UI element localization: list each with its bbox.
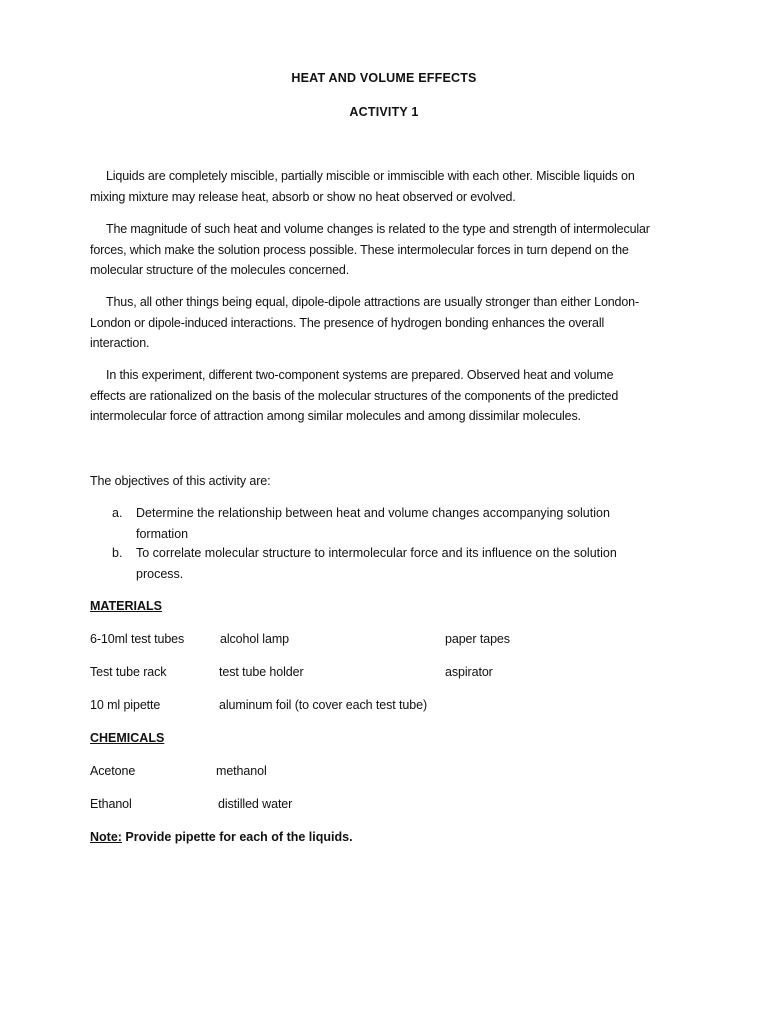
paragraph-4 — [90, 365, 690, 427]
paragraph-line: mixing mixture may release heat, absorb or show no heat observed or evolved. — [90, 189, 516, 204]
chemicals-cell: Acetone — [90, 764, 136, 778]
materials-cell: alcohol lamp — [220, 632, 289, 646]
chemicals-cell: Ethanol — [90, 797, 132, 811]
objective-item-a — [112, 503, 672, 545]
materials-cell: paper tapes — [445, 632, 510, 646]
objective-line: process. — [136, 566, 184, 581]
note-text: Provide pipette for each of the liquids. — [121, 830, 353, 844]
materials-cell: aluminum foil (to cover each test tube) — [219, 698, 428, 712]
paragraph-line: Thus, all other things being equal, dipole-dipole attractions are usually stronger than either London- — [106, 295, 639, 309]
document-title: HEAT AND VOLUME EFFECTS — [291, 71, 477, 85]
objective-line: formation — [136, 526, 189, 541]
objective-text — [136, 503, 610, 544]
note — [90, 827, 353, 847]
materials-cell: 6-10ml test tubes — [90, 632, 185, 646]
paragraph-line: The magnitude of such heat and volume changes is related to the type and strength of intermolecular — [106, 222, 650, 236]
paragraph-line: effects are rationalized on the basis of the molecular structures of the components of the predicted — [90, 388, 619, 403]
objective-item-b — [112, 543, 672, 585]
objective-line: Determine the relationship between heat and volume changes accompanying solution — [136, 506, 610, 520]
paragraph-line: In this experiment, different two-component systems are prepared. Observed heat and volume — [106, 368, 614, 382]
paragraph-1 — [90, 166, 690, 207]
objective-line: To correlate molecular structure to intermolecular force and its influence on the solution — [136, 546, 617, 560]
paragraph-line: forces, which make the solution process possible. These intermolecular forces in turn depend on the — [90, 242, 629, 257]
materials-cell: Test tube rack — [90, 665, 167, 679]
objective-marker: b. — [112, 546, 123, 560]
materials-cell: aspirator — [445, 665, 493, 679]
paragraph-2 — [90, 219, 690, 281]
objectives-intro: The objectives of this activity are: — [90, 474, 271, 488]
materials-heading: MATERIALS — [90, 599, 162, 613]
paragraph-line: interaction. — [90, 336, 150, 350]
paragraph-line: London or dipole-induced interactions. The presence of hydrogen bonding enhances the overall — [90, 315, 605, 330]
activity-title: ACTIVITY 1 — [349, 105, 419, 119]
paragraph-line: intermolecular force of attraction among similar molecules and among dissimilar molecules. — [90, 409, 581, 423]
paragraph-3 — [90, 292, 690, 354]
materials-cell: 10 ml pipette — [90, 698, 161, 712]
materials-cell: test tube holder — [219, 665, 304, 679]
paragraph-line: Liquids are completely miscible, partially miscible or immiscible with each other. Miscible liquids on — [106, 169, 635, 183]
note-label: Note: — [90, 830, 122, 844]
objective-marker: a. — [112, 506, 123, 520]
chemicals-cell: methanol — [216, 764, 267, 778]
objective-text — [136, 543, 617, 584]
chemicals-heading: CHEMICALS — [90, 731, 165, 745]
paragraph-line: molecular structure of the molecules concerned. — [90, 263, 350, 277]
chemicals-cell: distilled water — [218, 797, 293, 811]
